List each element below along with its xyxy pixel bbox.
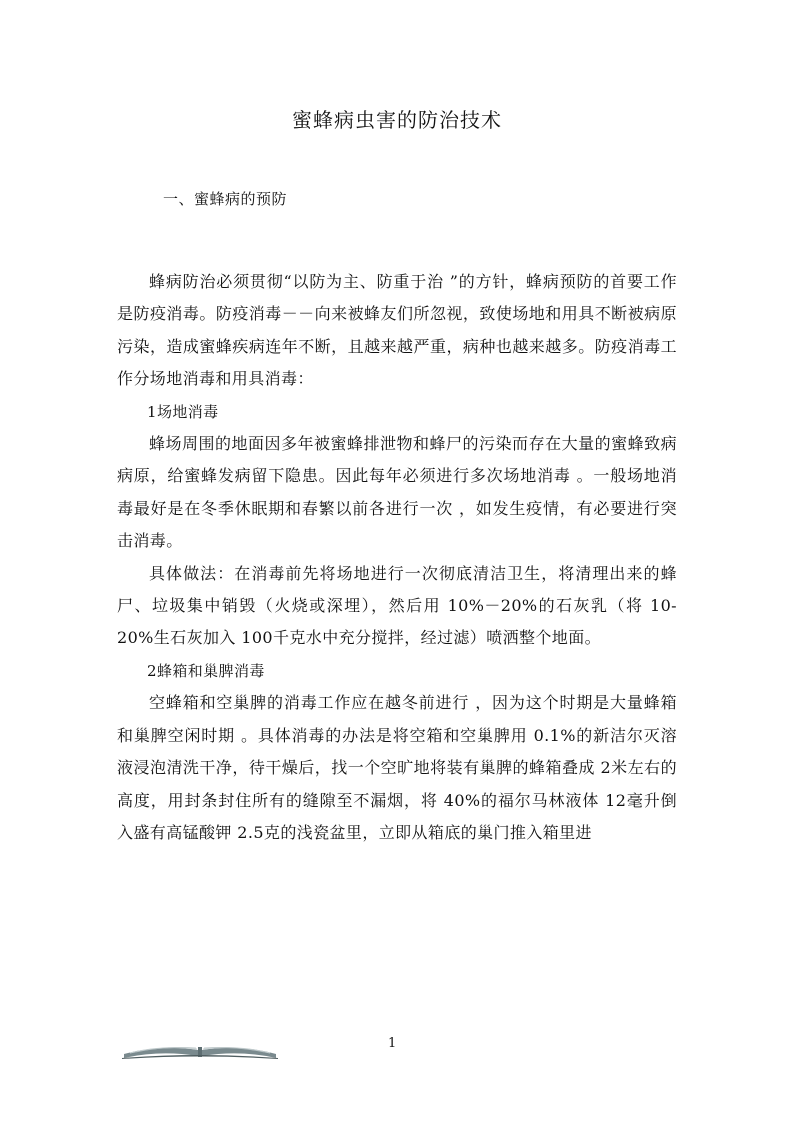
document-body bbox=[117, 266, 677, 849]
paragraph-hive-comb-disinfection: 空蜂箱和空巢脾的消毒工作应在越冬前进行 ，因为这个时期是大量蜂箱和巢脾空闲时期 。具体消毒的办法是将空箱和空巢脾用 0.1%的新洁尔灭溶液浸泡清洗干净，待干燥后，找一个空旷地将装有巢脾的蜂箱叠成 2米左右的高度，用封条封住所有的缝隙至不漏烟，将 40%的福尔马林液体 12毫升倒入盛有高锰酸钾 2.5克的浅瓷盆里，立即从箱底的巢门推入箱里进 bbox=[117, 693, 677, 842]
paragraph-intro: 蜂病防治必须贯彻“以防为主、防重于治 ”的方针，蜂病预防的首要工作是防疫消毒。防疫消毒－－向来被蜂友们所忽视，致使场地和用具不断被病原污染，造成蜜蜂疾病连年不断，且越来越严重，病种也越来越多。防疫消毒工作分场地消毒和用具消毒： bbox=[117, 272, 677, 389]
subheading-site-disinfection: 1场地消毒 bbox=[147, 402, 219, 421]
open-book-icon bbox=[120, 1036, 280, 1060]
paragraph-site-disinfection: 蜂场周围的地面因多年被蜜蜂排泄物和蜂尸的污染而存在大量的蜜蜂致病病原，给蜜蜂发病留下隐患。因此每年必须进行多次场地消毒 。一般场地消毒最好是在冬季休眠期和春繁以前各进行一次 ，如发生疫情，有必要进行突击消毒。 bbox=[117, 434, 677, 551]
page-number: 1 bbox=[388, 1036, 397, 1051]
subheading-hive-comb-disinfection: 2蜂箱和巢脾消毒 bbox=[147, 661, 265, 680]
paragraph-procedure: 具体做法：在消毒前先将场地进行一次彻底清洁卫生，将清理出来的蜂尸、垃圾集中销毁（火烧或深埋），然后用 10%－20%的石灰乳（将 10-20%生石灰加入 100千克水中充分搅拌，经过滤）喷洒整个地面。 bbox=[117, 563, 677, 648]
section-heading: 一、蜜蜂病的预防 bbox=[163, 190, 288, 208]
document-title: 蜜蜂病虫害的防治技术 bbox=[292, 108, 502, 132]
